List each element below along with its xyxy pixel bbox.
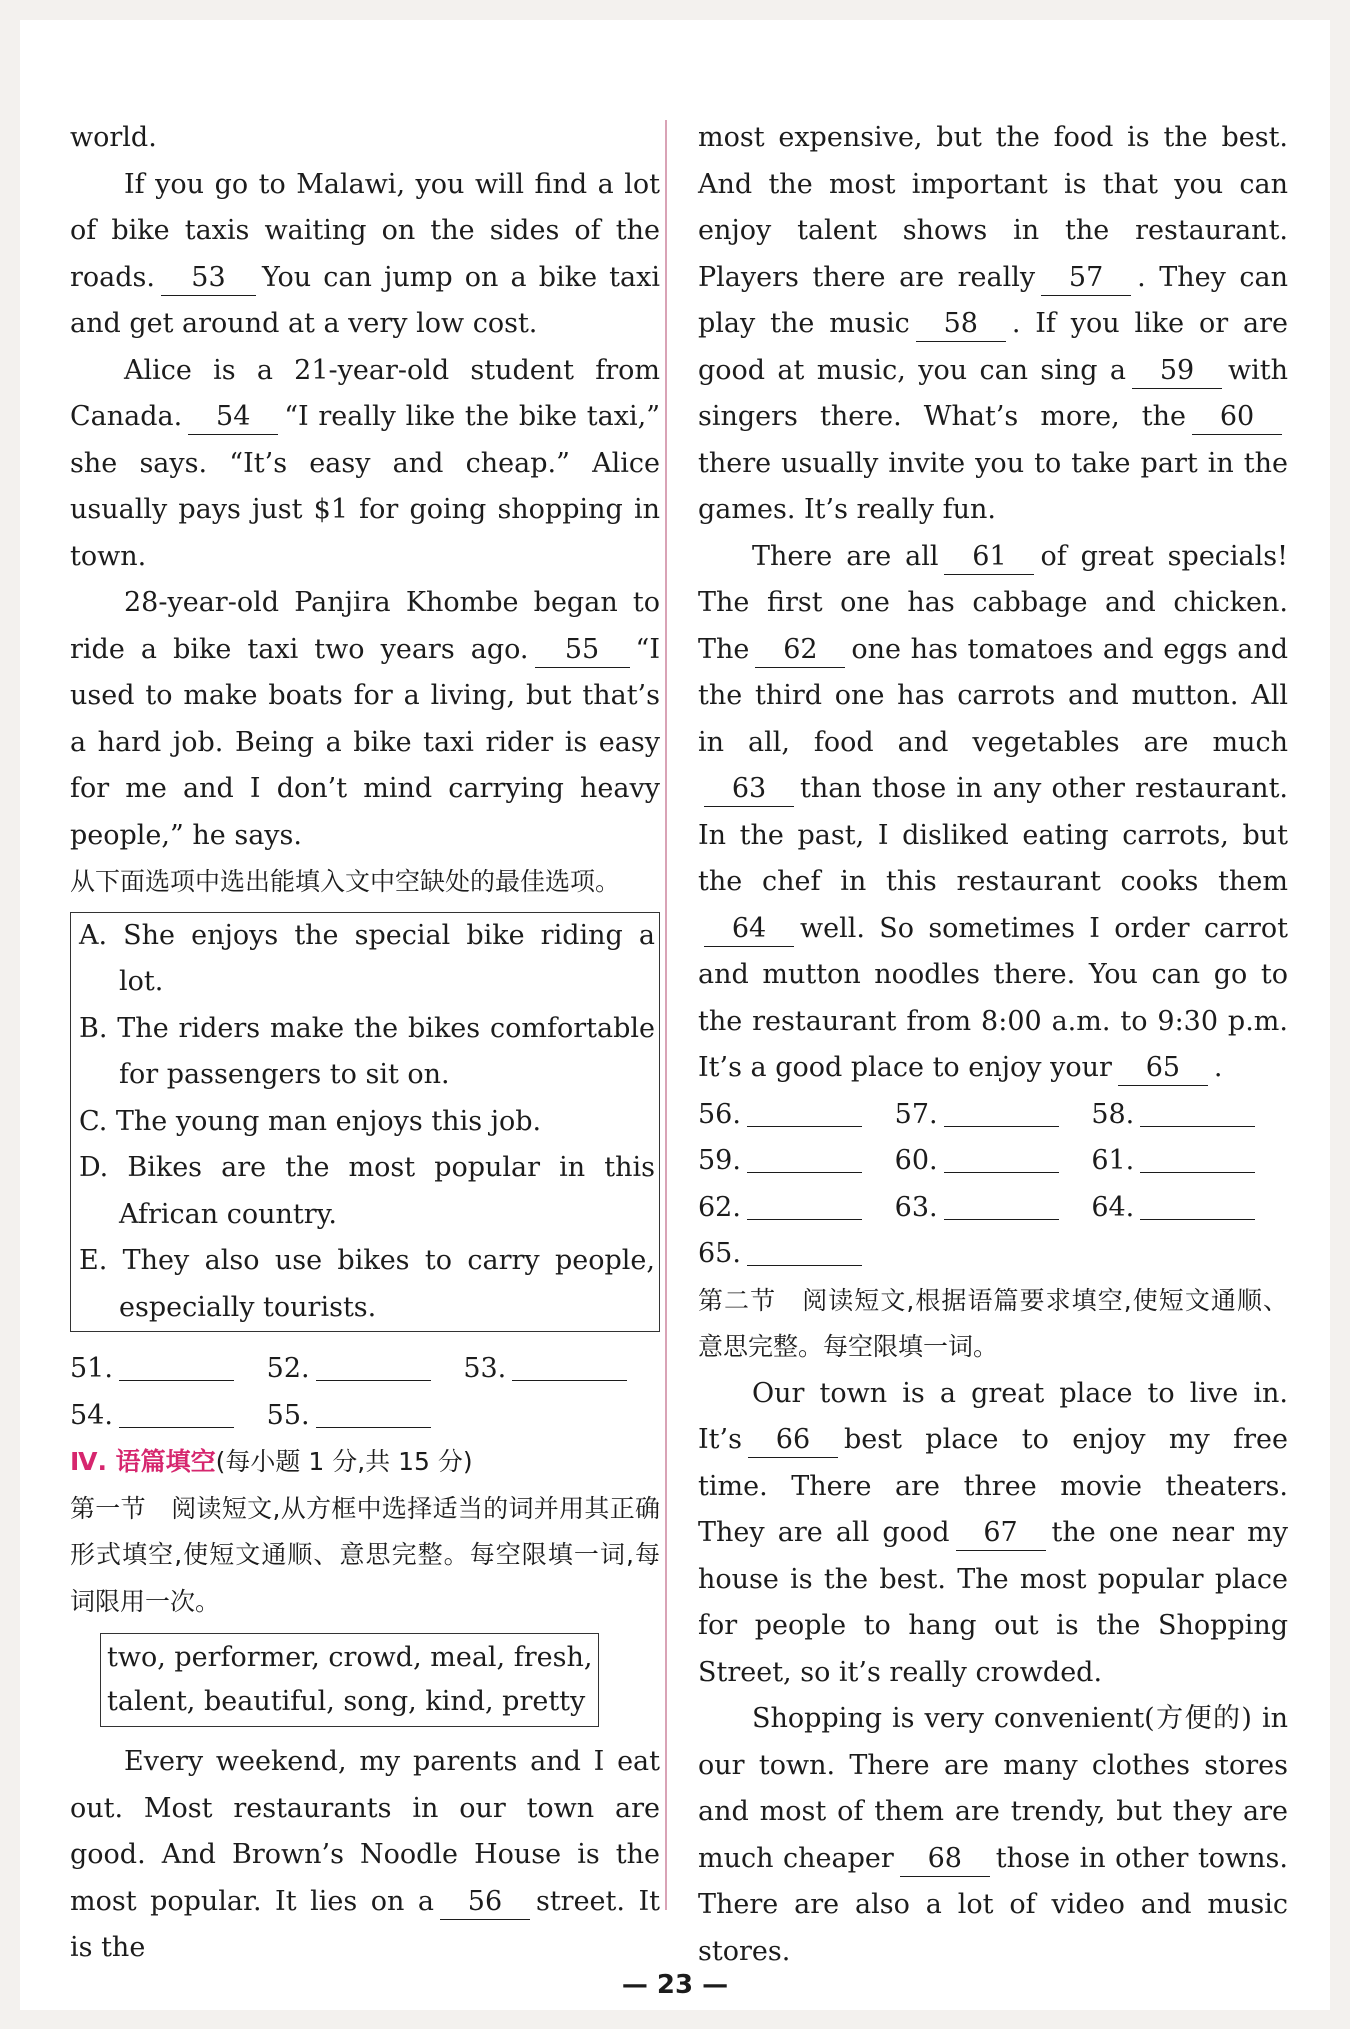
answer-label: 53.	[463, 1353, 507, 1384]
answer-line[interactable]	[119, 1397, 234, 1428]
answer-label: 62.	[698, 1191, 741, 1223]
paragraph-text: best place to enjoy my free time. There are three movie theaters. They are all good	[698, 1424, 1288, 1548]
answer-line[interactable]	[747, 1142, 862, 1173]
section-heading	[70, 1439, 660, 1486]
right-column	[698, 115, 1288, 1975]
blank-62: 62	[755, 633, 845, 668]
page-number: — 23 —	[621, 1970, 729, 2000]
answer-slot[interactable]	[267, 1393, 464, 1440]
paragraph-text: those in other towns. There are also a lot of video and music stores.	[698, 1842, 1288, 1967]
answer-label: 63.	[894, 1191, 938, 1223]
section-score: (每小题 1 分,共 15 分)	[215, 1447, 473, 1476]
word-bank-line: two, performer, crowd, meal, fresh,	[107, 1642, 593, 1673]
paragraph-text: there usually invite you to take part in the games. It’s really fun.	[698, 447, 1288, 525]
blank-59: 59	[1132, 354, 1222, 389]
answer-lines-56-65	[698, 1092, 1288, 1278]
paragraph-text: “I really like the bike taxi,” she says. “It’s easy and cheap.” Alice usually pays just $1 for going shopping in town.	[70, 401, 660, 572]
paragraph-text: street. It is the	[70, 1885, 660, 1963]
answer-slot[interactable]	[267, 1346, 464, 1393]
part2-instruction: 第二节 阅读短文,根据语篇要求填空,使短文通顺、意思完整。每空限填一词。	[698, 1285, 1288, 1361]
answer-line[interactable]	[316, 1350, 431, 1381]
answer-slot[interactable]	[895, 1092, 1092, 1139]
paragraph-text: well. So sometimes I order carrot and mutton noodles there. You can go to the restaurant from 8:00 a.m. to 9:30 p.m. It’s a good place to enjoy your	[698, 912, 1288, 1083]
answer-slot[interactable]	[70, 1346, 267, 1393]
answer-line[interactable]	[512, 1350, 627, 1381]
answer-slot[interactable]	[698, 1092, 895, 1139]
answer-label: 57.	[894, 1098, 938, 1130]
answer-label: 64.	[1091, 1191, 1135, 1223]
answer-label: 54.	[70, 1399, 113, 1431]
blank-66: 66	[748, 1423, 838, 1458]
paragraph-text: You can jump on a bike taxi and get around at a very low cost.	[70, 261, 660, 339]
blank-60: 60	[1192, 400, 1282, 435]
option-d: D. Bikes are the most popular in this African country.	[79, 1152, 655, 1230]
blank-57: 57	[1041, 261, 1131, 296]
blank-65: 65	[1118, 1051, 1208, 1086]
section-title: Ⅳ. 语篇填空	[70, 1447, 216, 1476]
answer-slot[interactable]	[895, 1138, 1092, 1185]
answer-line[interactable]	[1140, 1189, 1255, 1220]
paragraph-text: the one near my house is the best. The most popular place for people to hang out is the Shopping Street, so it’s really crowded.	[698, 1517, 1288, 1688]
blank-55: 55	[535, 633, 630, 668]
paragraph	[70, 162, 660, 348]
blank-56: 56	[440, 1885, 530, 1920]
paragraph-text: If you go to Malawi, you will find a lot of bike taxis waiting on the sides of the roads.	[70, 168, 660, 293]
answer-label: 61.	[1091, 1145, 1135, 1176]
answer-slot[interactable]	[463, 1346, 660, 1393]
answer-label: 58.	[1091, 1098, 1135, 1130]
paragraph-text: . If you like or are good at music, you can sing a	[698, 308, 1288, 386]
left-column	[70, 115, 660, 1972]
paragraph-text: Shopping is very convenient(方便的) in our town. There are many clothes stores and most of them are trendy, but they are much cheaper	[698, 1703, 1288, 1874]
paragraph-text: Alice is a 21-year-old student from Canada.	[70, 354, 660, 432]
option-a: A. She enjoys the special bike riding a lot.	[79, 919, 655, 997]
paragraph-text: .	[1213, 1052, 1223, 1083]
paragraph-text: most expensive, but the food is the best. And the most important is that you can enjoy talent shows in the restaurant. Players there are really	[698, 122, 1288, 293]
blank-58: 58	[916, 307, 1006, 342]
blank-64: 64	[704, 912, 794, 947]
answer-line[interactable]	[316, 1397, 431, 1428]
answer-label: 55.	[266, 1399, 310, 1431]
paragraph-text: one has tomatoes and eggs and the third one has carrots and mutton. All in all, food and vegetables are much	[698, 633, 1288, 758]
paragraph	[70, 348, 660, 581]
answer-line[interactable]	[1140, 1142, 1255, 1173]
paragraph-text: There are all	[752, 540, 939, 572]
paragraph-text: “I used to make boats for a living, but that’s a hard job. Being a bike taxi rider is easy for me and I don’t mind carrying heavy people,” he says.	[70, 633, 660, 851]
paragraph	[70, 1739, 660, 1972]
column-divider	[665, 120, 667, 1910]
worksheet-page	[20, 20, 1330, 2010]
word-bank-box	[100, 1633, 599, 1727]
part1-instruction: 第一节 阅读短文,从方框中选择适当的词并用其正确形式填空,使短文通顺、意思完整。每空限填一词,每词限用一次。	[70, 1493, 660, 1616]
blank-61: 61	[944, 540, 1034, 575]
paragraph-text: with singers there. What’s more, the	[698, 354, 1288, 432]
blank-67: 67	[956, 1516, 1046, 1551]
answer-label: 60.	[894, 1145, 938, 1176]
answer-label: 56.	[698, 1098, 741, 1130]
task-instruction: 从下面选项中选出能填入文中空缺处的最佳选项。	[70, 867, 621, 896]
answer-slot[interactable]	[698, 1185, 895, 1232]
paragraph	[698, 115, 1288, 534]
options-box	[70, 912, 660, 1333]
option-c: C. The young man enjoys this job.	[79, 1105, 542, 1137]
blank-54: 54	[188, 400, 278, 435]
answer-line[interactable]	[1140, 1096, 1255, 1127]
answer-line[interactable]	[944, 1096, 1059, 1127]
answer-slot[interactable]	[1091, 1138, 1288, 1185]
paragraph	[698, 1696, 1288, 1975]
paragraph	[698, 534, 1288, 1092]
paragraph-text: 28-year-old Panjira Khombe began to ride a bike taxi two years ago.	[70, 587, 660, 665]
word-bank-line: talent, beautiful, song, kind, pretty	[107, 1686, 586, 1717]
paragraph-text: Every weekend, my parents and I eat out. Most restaurants in our town are good. And Brown’s Noodle House is the most popular. It lies on a	[70, 1746, 660, 1917]
answer-line[interactable]	[747, 1189, 862, 1220]
answer-slot[interactable]	[895, 1185, 1092, 1232]
option-b: B. The riders make the bikes comfortable for passengers to sit on.	[79, 1012, 655, 1090]
paragraph-text: . They can play the music	[698, 261, 1288, 339]
answer-slot[interactable]	[1091, 1185, 1288, 1232]
answer-line[interactable]	[747, 1235, 862, 1266]
option-e: E. They also use bikes to carry people, especially tourists.	[79, 1245, 655, 1323]
answer-slot[interactable]	[70, 1393, 267, 1440]
paragraph	[70, 580, 660, 859]
blank-63: 63	[704, 772, 794, 807]
paragraph-text: Our town is a great place to live in. It’s	[698, 1377, 1288, 1455]
answer-line[interactable]	[944, 1189, 1059, 1220]
paragraph: world.	[70, 122, 157, 153]
answer-label: 59.	[698, 1145, 741, 1176]
paragraph-text: of great specials! The first one has cabbage and chicken. The	[698, 540, 1288, 665]
answer-label: 65.	[698, 1238, 741, 1269]
answer-line[interactable]	[747, 1096, 862, 1127]
answer-line[interactable]	[944, 1142, 1059, 1173]
answer-lines-51-55	[70, 1346, 660, 1439]
answer-label: 51.	[70, 1353, 113, 1384]
answer-slot[interactable]	[698, 1231, 895, 1278]
answer-label: 52.	[266, 1353, 310, 1384]
blank-53: 53	[161, 261, 256, 296]
blank-68: 68	[900, 1842, 990, 1877]
answer-slot[interactable]	[1091, 1092, 1288, 1139]
paragraph-text: than those in any other restaurant. In the past, I disliked eating carrots, but the chef in this restaurant cooks them	[698, 773, 1288, 897]
answer-line[interactable]	[119, 1350, 234, 1381]
paragraph	[698, 1371, 1288, 1697]
answer-slot[interactable]	[698, 1138, 895, 1185]
